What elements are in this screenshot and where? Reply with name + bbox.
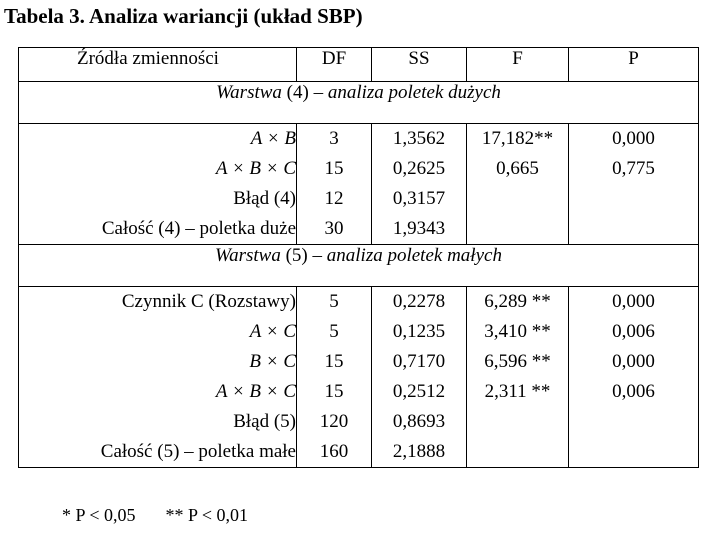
header-row xyxy=(19,48,699,82)
ss-value: 0,2278 xyxy=(392,291,446,312)
f-cell xyxy=(467,287,569,468)
ss-value: 0,2625 xyxy=(392,158,446,179)
section-header-4 xyxy=(19,82,699,124)
footnote-significance-001: ** P < 0,01 xyxy=(165,505,248,525)
f-value: 3,410 ** xyxy=(484,321,551,342)
section-label-num: (4) – xyxy=(281,82,328,103)
df-value: 3 xyxy=(329,128,339,149)
f-value: 17,182** xyxy=(481,128,554,149)
p-value: 0,000 xyxy=(612,128,655,149)
sources-cell xyxy=(19,124,297,245)
source-item: A × C xyxy=(249,321,296,342)
df-value: 15 xyxy=(324,158,344,179)
source-item: Błąd (5) xyxy=(233,411,296,432)
f-value: 0,665 xyxy=(496,158,539,179)
source-item: A × B × C xyxy=(215,158,296,179)
header-f: F xyxy=(467,48,569,82)
header-df: DF xyxy=(297,48,372,82)
source-item: Błąd (4) xyxy=(233,188,296,209)
ss-value: 1,9343 xyxy=(392,218,446,239)
df-cell xyxy=(297,124,372,245)
ss-value: 1,3562 xyxy=(392,128,446,149)
ss-value: 0,8693 xyxy=(392,411,446,432)
sources-cell xyxy=(19,287,297,468)
ss-value: 0,7170 xyxy=(392,351,446,372)
f-value: 6,289 ** xyxy=(484,291,551,312)
ss-value: 2,1888 xyxy=(392,441,446,462)
header-p: P xyxy=(569,48,699,82)
ss-value: 0,2512 xyxy=(392,381,446,402)
df-value: 12 xyxy=(324,188,344,209)
source-item: A × B × C xyxy=(215,381,296,402)
footnotes xyxy=(62,505,278,526)
df-value: 15 xyxy=(324,381,344,402)
p-value: 0,000 xyxy=(612,291,655,312)
df-value: 5 xyxy=(329,291,339,312)
ss-value: 0,1235 xyxy=(392,321,446,342)
table-title: Tabela 3. Analiza wariancji (układ SBP) xyxy=(4,4,363,28)
p-value: 0,000 xyxy=(612,351,655,372)
f-cell xyxy=(467,124,569,245)
section-body-5 xyxy=(19,287,699,468)
section-label-rest: analiza poletek dużych xyxy=(327,82,501,103)
p-value: 0,006 xyxy=(612,321,655,342)
ss-value: 0,3157 xyxy=(392,188,446,209)
f-value: 6,596 ** xyxy=(484,351,551,372)
section-label-num: (5) – xyxy=(280,245,327,266)
section-label-italic: Warstwa xyxy=(216,82,282,103)
df-value: 30 xyxy=(324,218,344,239)
p-cell xyxy=(569,124,699,245)
ss-cell xyxy=(372,124,467,245)
df-value: 5 xyxy=(329,321,339,342)
section-label-rest: analiza poletek małych xyxy=(326,245,502,266)
source-item: B × C xyxy=(249,351,296,372)
source-item: Całość (5) – poletka małe xyxy=(100,441,296,462)
df-value: 160 xyxy=(319,441,349,462)
header-source: Źródła zmienności xyxy=(19,48,297,82)
section-label-italic: Warstwa xyxy=(215,245,281,266)
section-body-4 xyxy=(19,124,699,245)
footnote-significance-005: * P < 0,05 xyxy=(62,505,136,525)
ss-cell xyxy=(372,287,467,468)
df-value: 15 xyxy=(324,351,344,372)
df-value: 120 xyxy=(319,411,349,432)
source-item: Czynnik C (Rozstawy) xyxy=(121,291,296,312)
p-value: 0,775 xyxy=(612,158,655,179)
p-value: 0,006 xyxy=(612,381,655,402)
p-cell xyxy=(569,287,699,468)
anova-table xyxy=(18,47,699,468)
source-item: A × B xyxy=(250,128,296,149)
section-header-5 xyxy=(19,245,699,287)
f-value: 2,311 ** xyxy=(484,381,551,402)
header-ss: SS xyxy=(372,48,467,82)
source-item: Całość (4) – poletka duże xyxy=(101,218,296,239)
df-cell xyxy=(297,287,372,468)
